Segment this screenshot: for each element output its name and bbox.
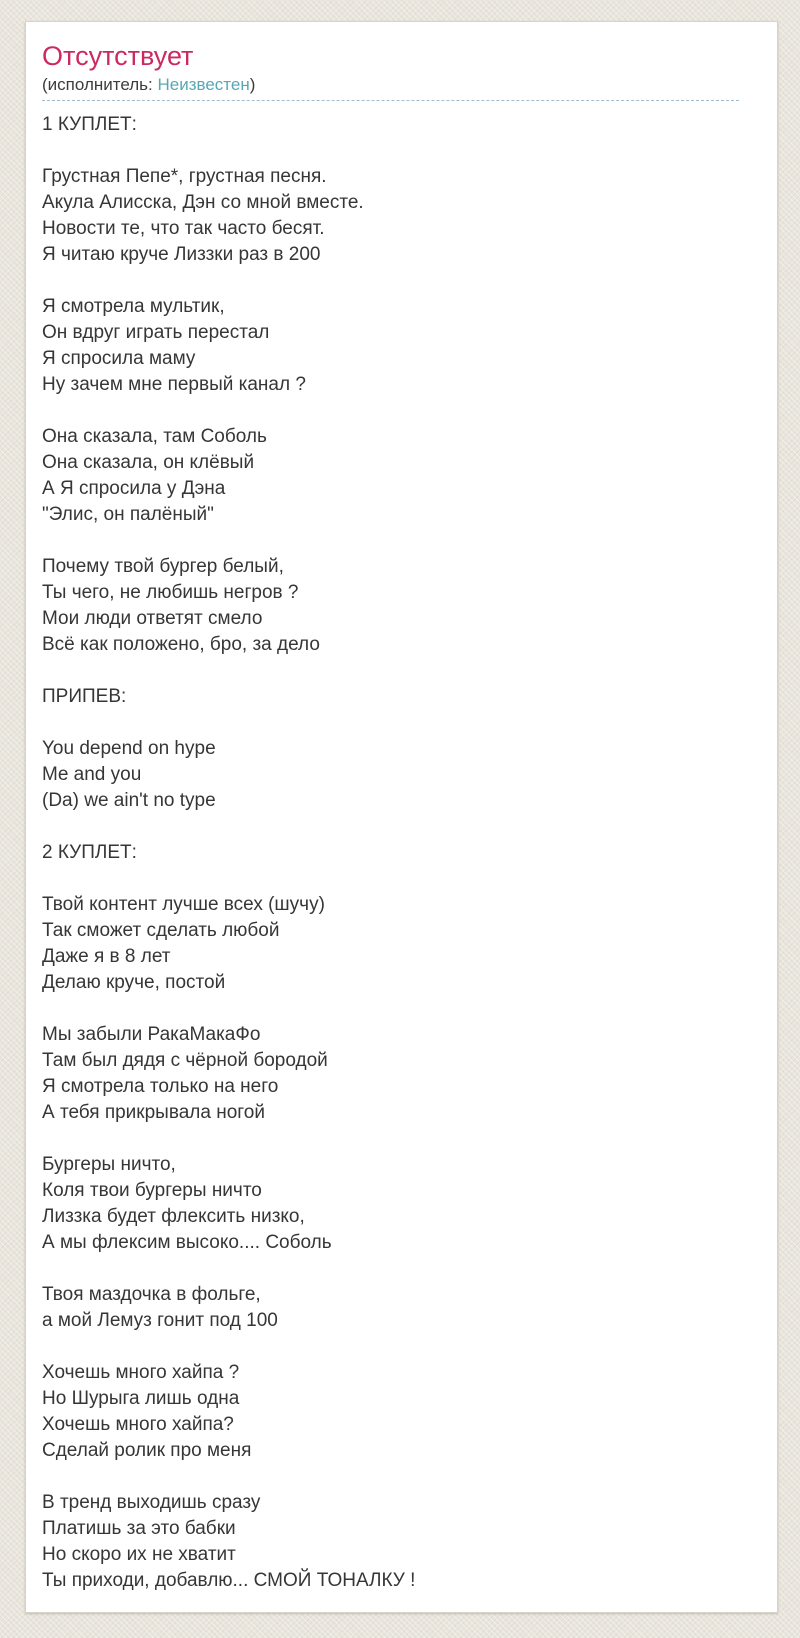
lyric-line: Я смотрела только на него [42,1076,279,1098]
lyric-line: Там был дядя с чёрной бородой [42,1050,328,1072]
lyric-line [42,1464,757,1490]
lyric-line: Твой контент лучше всех (шучу) [42,894,325,916]
lyric-line: Я спросила маму [42,348,196,370]
lyrics-card [25,21,778,1613]
lyrics-text [42,112,757,1594]
lyric-line: Сделай ролик про меня [42,1440,252,1462]
lyric-line: Твоя маздочка в фольге, [42,1284,261,1306]
lyric-line [42,138,757,164]
lyric-line: Хочешь много хайпа ? [42,1362,240,1384]
lyric-line: Даже я в 8 лет [42,946,171,968]
lyric-line: Me and you [42,764,142,786]
lyric-line: Но Шурыга лишь одна [42,1388,240,1410]
lyric-line: Акула Алисска, Дэн со мной вместе. [42,192,364,214]
artist-label-suffix: ) [249,74,256,94]
artist-line [42,75,739,101]
lyric-line: Ты приходи, добавлю... СМОЙ ТОНАЛКУ ! [42,1570,416,1592]
lyric-line [42,1334,757,1360]
lyric-line: Она сказала, там Соболь [42,426,267,448]
lyric-line: Новости те, что так часто бесят. [42,218,325,240]
lyric-line [42,658,757,684]
lyric-line: Делаю круче, постой [42,972,226,994]
lyric-line: Ну зачем мне первый канал ? [42,374,306,396]
lyric-line: Ты чего, не любишь негров ? [42,582,299,604]
lyric-line: ПРИПЕВ: [42,686,127,708]
song-title: Отсутствует [42,41,194,71]
lyric-line [42,710,757,736]
lyric-line: 2 КУПЛЕТ: [42,842,137,864]
lyric-line [42,528,757,554]
lyric-line: Платишь за это бабки [42,1518,236,1540]
lyric-line: Я смотрела мультик, [42,296,225,318]
lyric-line: Грустная Пепе*, грустная песня. [42,166,327,188]
lyric-line [42,866,757,892]
lyric-line: А тебя прикрывала ногой [42,1102,265,1124]
lyric-line: Мои люди ответят смело [42,608,263,630]
lyric-line [42,398,757,424]
lyric-line [42,268,757,294]
lyric-line: You depend on hype [42,738,216,760]
lyric-line: А Я спросила у Дэна [42,478,226,500]
lyric-line: Лиззка будет флексить низко, [42,1206,305,1228]
lyric-line: Хочешь много хайпа? [42,1414,234,1436]
lyric-line: (Da) we ain't no type [42,790,216,812]
lyric-line: А мы флексим высоко.... Соболь [42,1232,332,1254]
lyric-line: Бургеры ничто, [42,1154,176,1176]
lyric-line: Почему твой бургер белый, [42,556,284,578]
lyric-line: В тренд выходишь сразу [42,1492,261,1514]
lyric-line: а мой Лемуз гонит под 100 [42,1310,278,1332]
lyric-line [42,1126,757,1152]
lyric-line: Так сможет сделать любой [42,920,280,942]
lyric-line: Коля твои бургеры ничто [42,1180,262,1202]
artist-label-prefix: (исполнитель: [42,74,158,94]
lyric-line [42,814,757,840]
lyric-line: Он вдруг играть перестал [42,322,270,344]
lyric-line: Мы забыли РакаМакаФо [42,1024,261,1046]
lyric-line: Она сказала, он клёвый [42,452,255,474]
lyric-line: Но скоро их не хватит [42,1544,236,1566]
lyric-line: Я читаю круче Лиззки раз в 200 [42,244,321,266]
lyric-line [42,996,757,1022]
lyric-line: 1 КУПЛЕТ: [42,114,137,136]
lyric-line [42,1256,757,1282]
lyric-line: "Элис, он палёный" [42,504,214,526]
lyric-line: Всё как положено, бро, за дело [42,634,320,656]
artist-link[interactable]: Неизвестен [157,74,250,94]
